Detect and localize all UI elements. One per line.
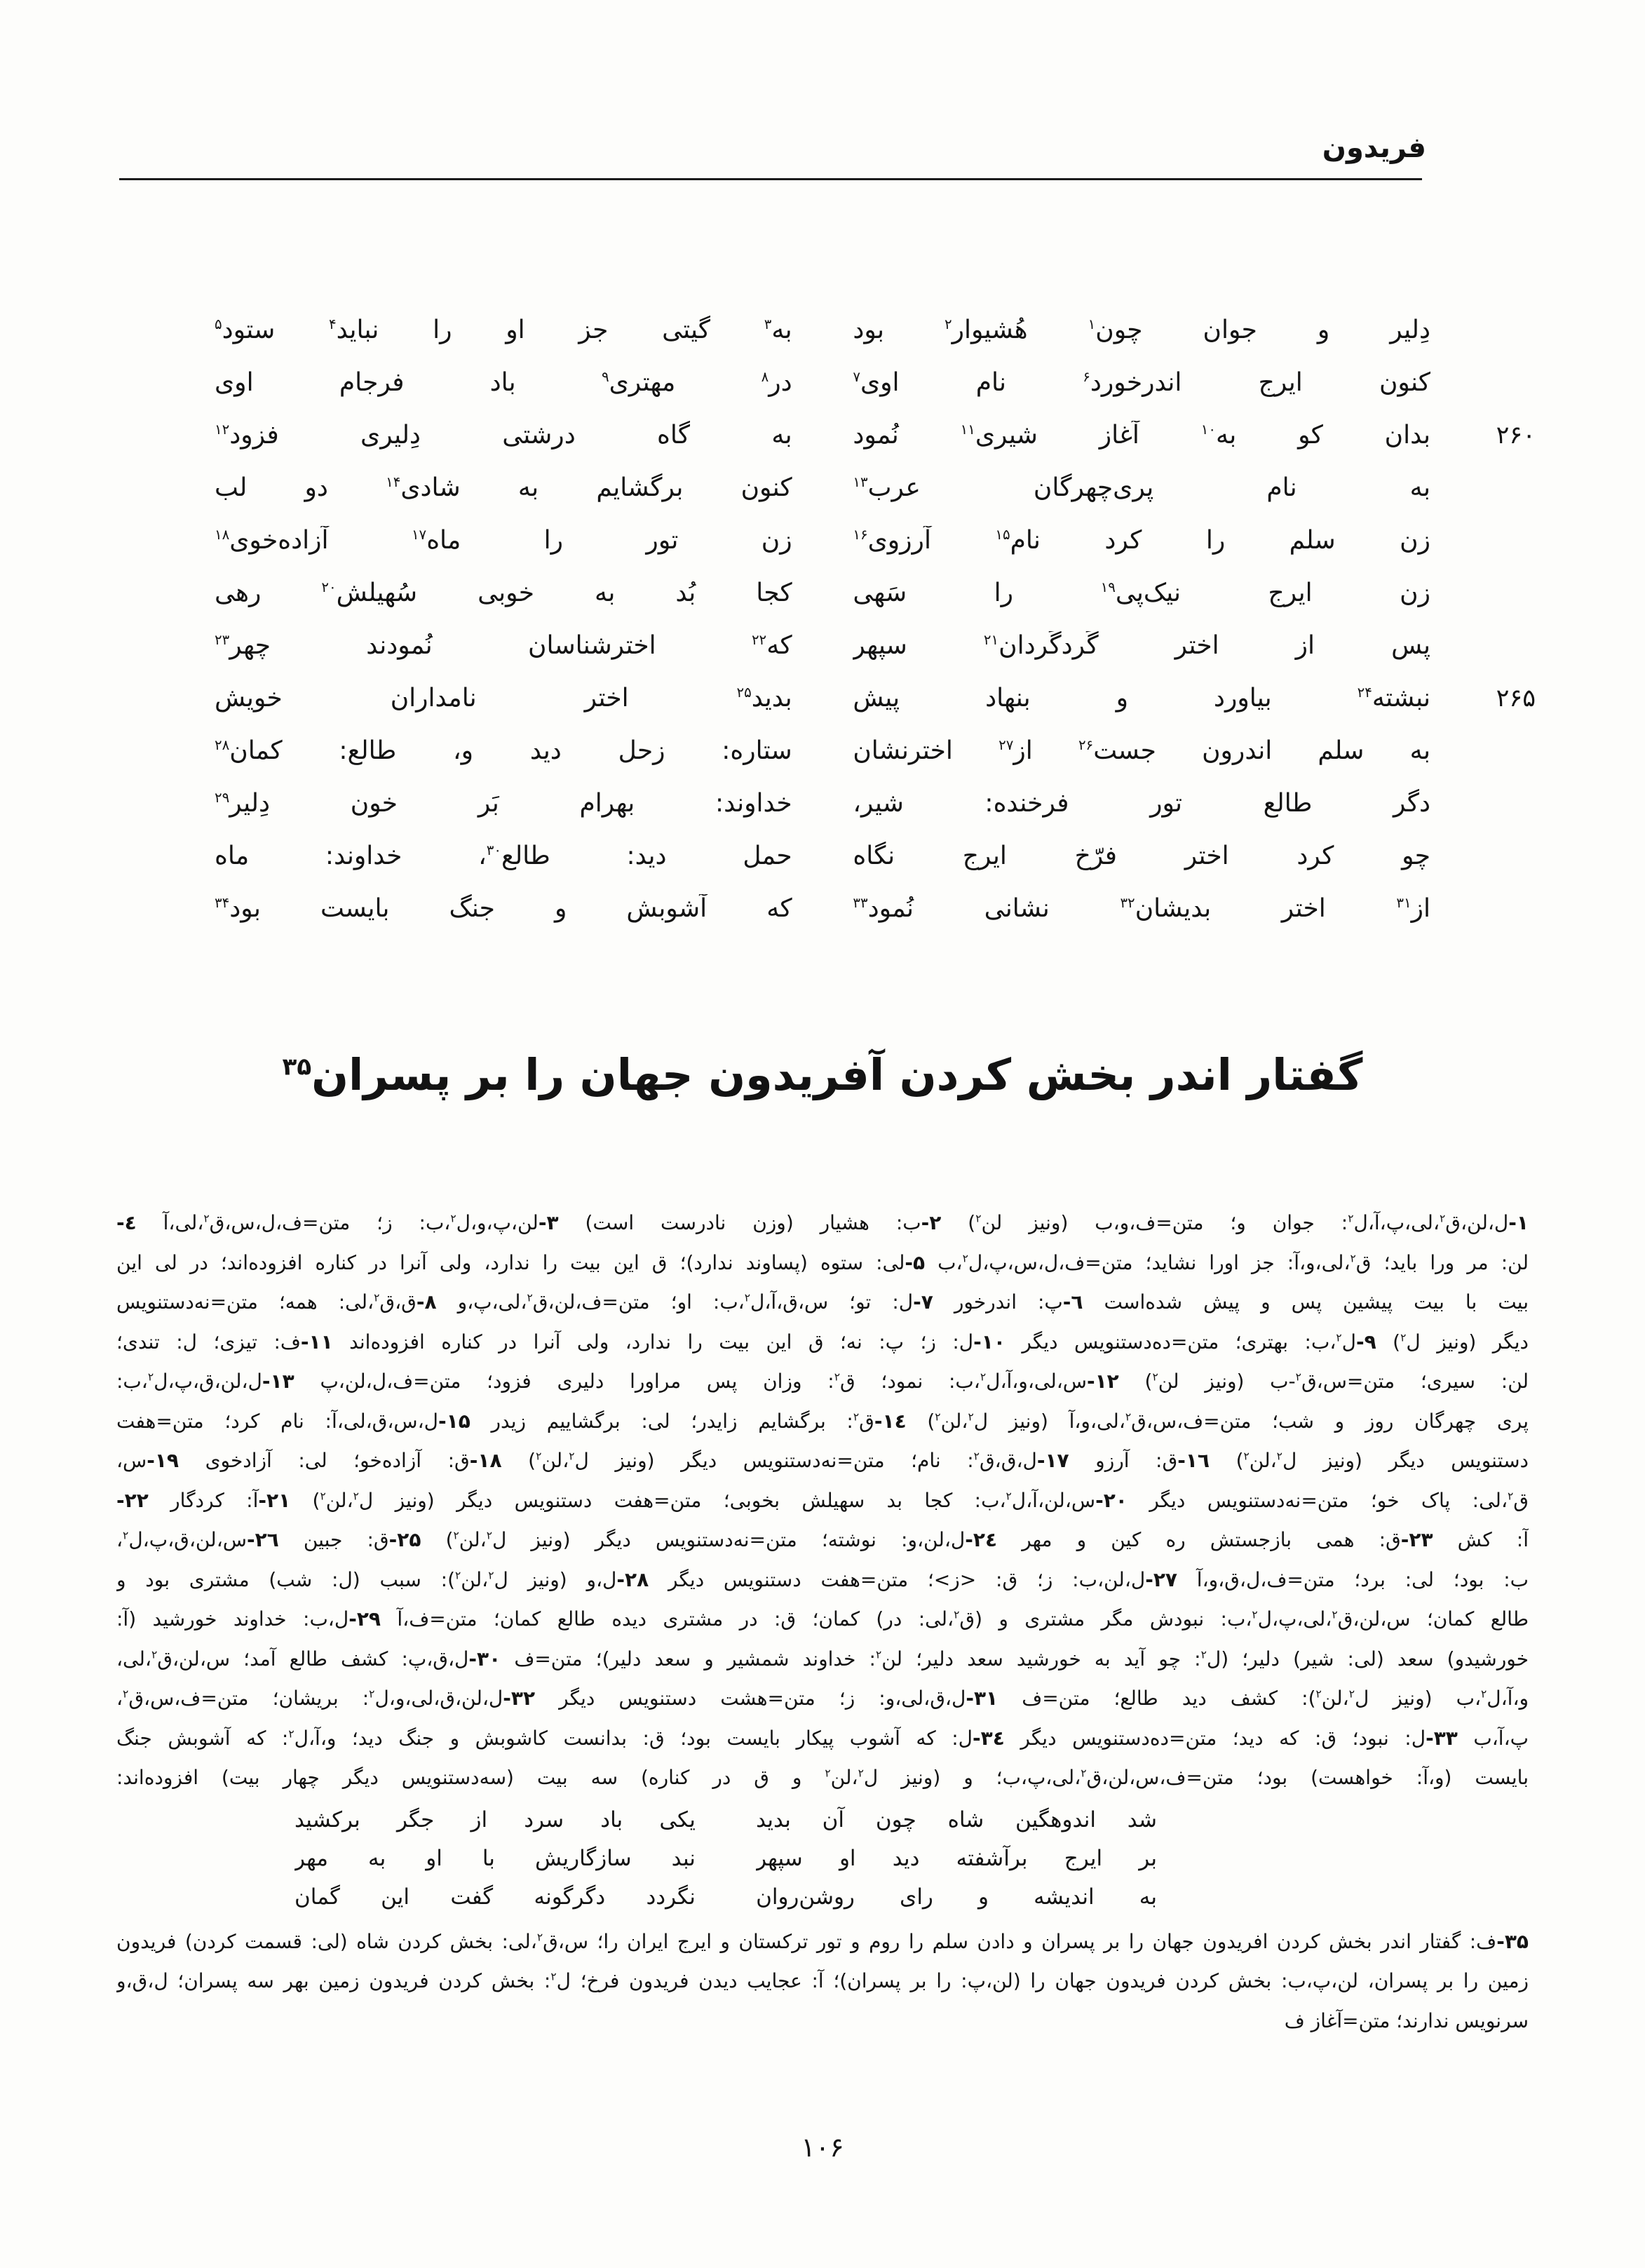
- apparatus-line: پری چهرگان روز و شب؛ متن=ف،س،ق$^۲$،لی،و،آ (ونیز ل$^۲$،لن$^۲$) ۱٤-ق$^۲$: برگشایم زایدر؛ لی: برگشاییم زیدر ۱۵-ل،س،ق،لی،آ: نام کرد؛ متن=هفت: [116, 1409, 1529, 1433]
- apparatus-line: آ: کش ۲۳-ق: همی بازجستش ره کین و مهر ۲٤-ل،لن،و: نوشته؛ متن=نه‌دستنویس دیگر (ونیز ل$^۲$،لن$^۲$) ۲۵-ق: جبین ۲٦-س،لن،ق،پ،ل$^۲$،: [116, 1528, 1529, 1551]
- couplet-row: [215, 409, 1536, 461]
- verse-number: ۲۶۰: [1496, 421, 1536, 450]
- page-number: ۱۰۶: [801, 2132, 844, 2163]
- quoted-couplet-row: [295, 1878, 1157, 1917]
- hemistich-right: از$^{۳۱}$ اختر بدیشان$^{۳۲}$ نشانی نُمود$^{۳۳}$: [853, 894, 1430, 923]
- hemistich-right: به اندیشه و رای روشن‌روان: [756, 1884, 1157, 1910]
- couplet-row: [215, 567, 1430, 619]
- hemistich-left: که آشوبش و جنگ بایست بود$^{۳۴}$: [215, 894, 792, 923]
- hemistich-right: بر ایرج برآشفته دید او سپهر: [756, 1845, 1157, 1871]
- couplet-row: [215, 461, 1430, 514]
- apparatus-line: بیت با بیت پیشین پس و پیش شده‌است ٦-پ: اندرخور ۷-ل: تو؛ س،ق،آ،ل$^۲$،ب: او؛ متن=ف،لن،ق$^۲$،لی،پ،و ۸-ق،ق$^۲$،لی: همه؛ متن=نه‌دستنویس: [116, 1290, 1529, 1314]
- apparatus-line: ۳۵-ف: گفتار اندر بخش کردن افریدون جهان را بر پسران و دادن سلم را روم و تور ترکستان و ایرج ایران را؛ س،ق$^۲$،لی: بخش کردن شاه (لی: قسمت کردن) فریدون: [116, 1929, 1529, 1953]
- hemistich-right: شد اندوهگین شاه چون آن بدید: [756, 1807, 1157, 1832]
- hemistich-left: خداوند: بهرامِ بَر خون دِلیر$^{۲۹}$: [215, 789, 792, 818]
- critical-apparatus: [116, 1203, 1529, 2041]
- hemistich-left: زن تور را ماه$^{۱۷}$ آزاده‌خوی$^{۱۸}$: [215, 526, 792, 555]
- couplet-row: [215, 724, 1430, 777]
- hemistich-right: دگر طالع تور فرخنده: شیر،: [853, 789, 1430, 818]
- apparatus-line: لن: مر ورا باید؛ ق$^۲$،لی،و،آ: جز اورا نشاید؛ متن=ف،ل،س،پ،ل$^۲$،ب ۵-لی: ستوه (پساوند ندارد)؛ ق این بیت را ندارد، ولی آنرا در کناره افزوده‌اند؛ در لی این: [116, 1250, 1529, 1274]
- hemistich-left: به گاه درشتی دِلیری فزود$^{۱۲}$: [215, 421, 792, 450]
- quoted-couplet-row: [295, 1801, 1157, 1840]
- hemistich-right: به سلم اندرون جست$^{۲۶}$ از$^{۲۷}$ اخترنشان: [853, 736, 1430, 765]
- couplet-row: [215, 514, 1430, 567]
- couplet-row: [215, 882, 1430, 935]
- couplet-row: [215, 304, 1430, 356]
- hemistich-left: که$^{۲۲}$ اخترشناسان نُمودند چهر$^{۲۳}$: [215, 631, 792, 660]
- section-heading: گفتار اندر بخش کردن آفریدون جهان را بر پسران$^{۳۵}$: [282, 1049, 1363, 1100]
- apparatus-line: بایست (و،آ: خواهست) بود؛ متن=ف،س،لن،ق$^۲$،لی،پ،ب؛ و (ونیز ل$^۲$،لن$^۲$ و ق در کناره) سه بیت (سه‌دستنویس دیگر چهار بیت) افزوده‌اند:: [116, 1766, 1529, 1789]
- apparatus-line: ۱-ل،لن،ق$^۲$،لی،پ،آ،ل$^۲$: جوان و؛ متن=ف،و،ب (ونیز لن$^۲$) ۲-ب: هشیار (وزن نادرست است) ۳-لن،پ،و،ل$^۲$،ب: ز؛ متن=ف،ل،س،ق$^۲$،لی،آ ٤-: [116, 1211, 1529, 1234]
- hemistich-left: درِ$^۸$ مهتری$^۹$ باد فرجام اوی: [215, 368, 792, 397]
- hemistich-left: ستاره: زحل دید و، طالع: کمان$^{۲۸}$: [215, 736, 792, 765]
- couplet-row: [215, 830, 1430, 882]
- apparatus-line: ق$^۲$،لی: پاک خو؛ متن=نه‌دستنویس دیگر ۲۰-س،لن،آ،ل$^۲$،ب: کجا بد سهیلش بخوبی؛ متن=هفت دستنویس دیگر (ونیز ل$^۲$،لن$^۲$) ۲۱-آ: کردگار ۲۲-: [116, 1488, 1529, 1512]
- verse-number: ۲۶۵: [1496, 684, 1536, 713]
- hemistich-right: به نام پری‌چهرگان عرب$^{۱۳}$: [853, 473, 1430, 502]
- hemistich-left: به$^۳$ گیتی جز او را نباید$^۴$ ستود$^۵$: [215, 316, 792, 344]
- apparatus-line: سرنویس ندارند؛ متن=آغاز ف: [1284, 2009, 1529, 2032]
- hemistich-right: کنون ایرج اندرخورد$^۶$ نام اوی$^۷$: [853, 368, 1430, 397]
- apparatus-line: پ،آ،ب ۳۳-ل: نبود؛ ق: که دید؛ متن=ده‌دستنویس دیگر ۳٤-ل: که آشوب پیکار بایست بود؛ ق: بدانست کاشوبش و جنگ دید؛ و،آ،ل$^۲$: که آشوبش جنگ: [116, 1726, 1529, 1750]
- couplet-row: [215, 672, 1536, 724]
- hemistich-left: نبد سازگاریش با او به مهر: [295, 1845, 696, 1871]
- hemistich-left: حمل دید: طالع$^{۳۰}$، خداوند: ماه: [215, 842, 792, 870]
- poem-block: [215, 304, 1536, 935]
- hemistich-left: یکی باد سرد از جگر برکشید: [295, 1807, 696, 1832]
- hemistich-right: نبشته$^{۲۴}$ بیاورد و بنهاد پیش: [853, 684, 1430, 713]
- apparatus-line: ب: بود؛ لی: برد؛ متن=ف،ل،ق،و،آ ۲۷-ل،لن،ب: ز؛ ق: <ز>؛ متن=هفت دستنویس دیگر ۲۸-ل،و (ونیز ل$^۲$،لن$^۲$): سبب (ل: شب) مشتری بود و: [116, 1567, 1529, 1591]
- quoted-couplet-row: [295, 1840, 1157, 1878]
- apparatus-line: دستنویس دیگر (ونیز ل$^۲$،لن$^۲$) ۱٦-ق: آرزو ۱۷-ل،ق،ق$^۲$: نام؛ متن=نه‌دستنویس دیگر (ونیز ل$^۲$،لن$^۲$) ۱۸-ق: آزاده‌خو؛ لی: آزادخوی ۱۹-س،: [116, 1449, 1529, 1472]
- hemistich-right: زن ایرج نیک‌پی$^{۱۹}$ را سَهی: [853, 579, 1430, 607]
- apparatus-line: خورشیدو) سعد (لی: شیر) دلیر؛ (ل$^۲$: چو آید به خورشید سعد دلیر؛ لن$^۲$: خداوند شمشیر و سعد دلیر)؛ متن=ف ۳۰-ل،ق،پ: کشف طالع آمد؛ س،لن،ق$^۲$،لی،: [116, 1647, 1529, 1670]
- running-head-title: فریدون: [1322, 132, 1426, 164]
- couplet-row: [215, 777, 1430, 830]
- hemistich-left: بدید$^{۲۵}$ اختر نامداران خویش: [215, 684, 792, 713]
- header-rule: [119, 178, 1422, 180]
- apparatus-line: زمین را بر پسران، لن،پ،ب: بخش کردن فریدون جهان را (لن،پ: را بر پسران)؛ آ: عجایب دیدن فریدون فرخ؛ ل$^۲$: بخش کردن فریدون زمین بهر سه پسران؛ ل،ق،و: [116, 1969, 1529, 1992]
- hemistich-right: بدان کو به$^{۱۰}$ آغاز شیری$^{۱۱}$ نُمود: [853, 421, 1430, 450]
- apparatus-quoted-verses: [295, 1801, 1157, 1917]
- apparatus-line: و،آ،ل$^۲$،ب (ونیز ل$^۲$،لن$^۲$): کشف دید طالع؛ متن=ف ۳۱-ل،ق،لی،و: ز؛ متن=هشت دستنویس دیگر ۳۲-ل،لن،ق،لی،و،ل$^۲$: بریشان؛ متن=ف،س،ق$^۲$،: [116, 1687, 1529, 1710]
- hemistich-right: زن سلم را کرد نام$^{۱۵}$ آرزوی$^{۱۶}$: [853, 526, 1430, 555]
- hemistich-right: پس از اختر گَردگَردان$^{۲۱}$ سپهر: [853, 631, 1430, 660]
- hemistich-right: دِلیر و جوان چون$^۱$ هُشیوار$^۲$ بود: [853, 316, 1430, 344]
- apparatus-line: لن: سیری؛ متن=س،ق$^۲$-ب (ونیز لن$^۲$) ۱۲-س،لی،و،آ،ل$^۲$،ب: نمود؛ ق$^۲$: وزان پس مراورا دلیری فزود؛ متن=ف،ل،لن،پ ۱۳-ل،لن،ق،پ،ل$^۲$،ب:: [116, 1370, 1529, 1393]
- hemistich-right: چو کرد اختر فرّخ ایرج نگاه: [853, 842, 1430, 870]
- couplet-row: [215, 619, 1430, 672]
- hemistich-left: نگردد دگرگونه گفت این گمان: [295, 1884, 696, 1910]
- hemistich-left: کنون برگشایم به شادی$^{۱۴}$ دو لب: [215, 473, 792, 502]
- apparatus-line: دیگر (ونیز ل$^۲$) ۹-ل$^۲$،ب: بهتری؛ متن=ده‌دستنویس دیگر ۱۰-ل: ز؛ پ: نه؛ ق این بیت را ندارد، ولی آنرا در کناره افزوده‌اند ۱۱-ف: تیزی؛ ل: تندی؛: [116, 1330, 1529, 1354]
- apparatus-line: طالع کمان؛ س،لن،ق$^۲$،لی،پ،ل$^۲$،ب: نبودش مگر مشتری و (ق$^۲$،لی: در) کمان؛ ق: در مشتری دیده طالع کمان؛ متن=ف،آ ۲۹-ل،ب: خداوند خورشید (آ:: [116, 1607, 1529, 1631]
- couplet-row: [215, 356, 1430, 409]
- hemistich-left: کجا بُد به خوبی سُهیلش$^{۲۰}$ رهی: [215, 579, 792, 607]
